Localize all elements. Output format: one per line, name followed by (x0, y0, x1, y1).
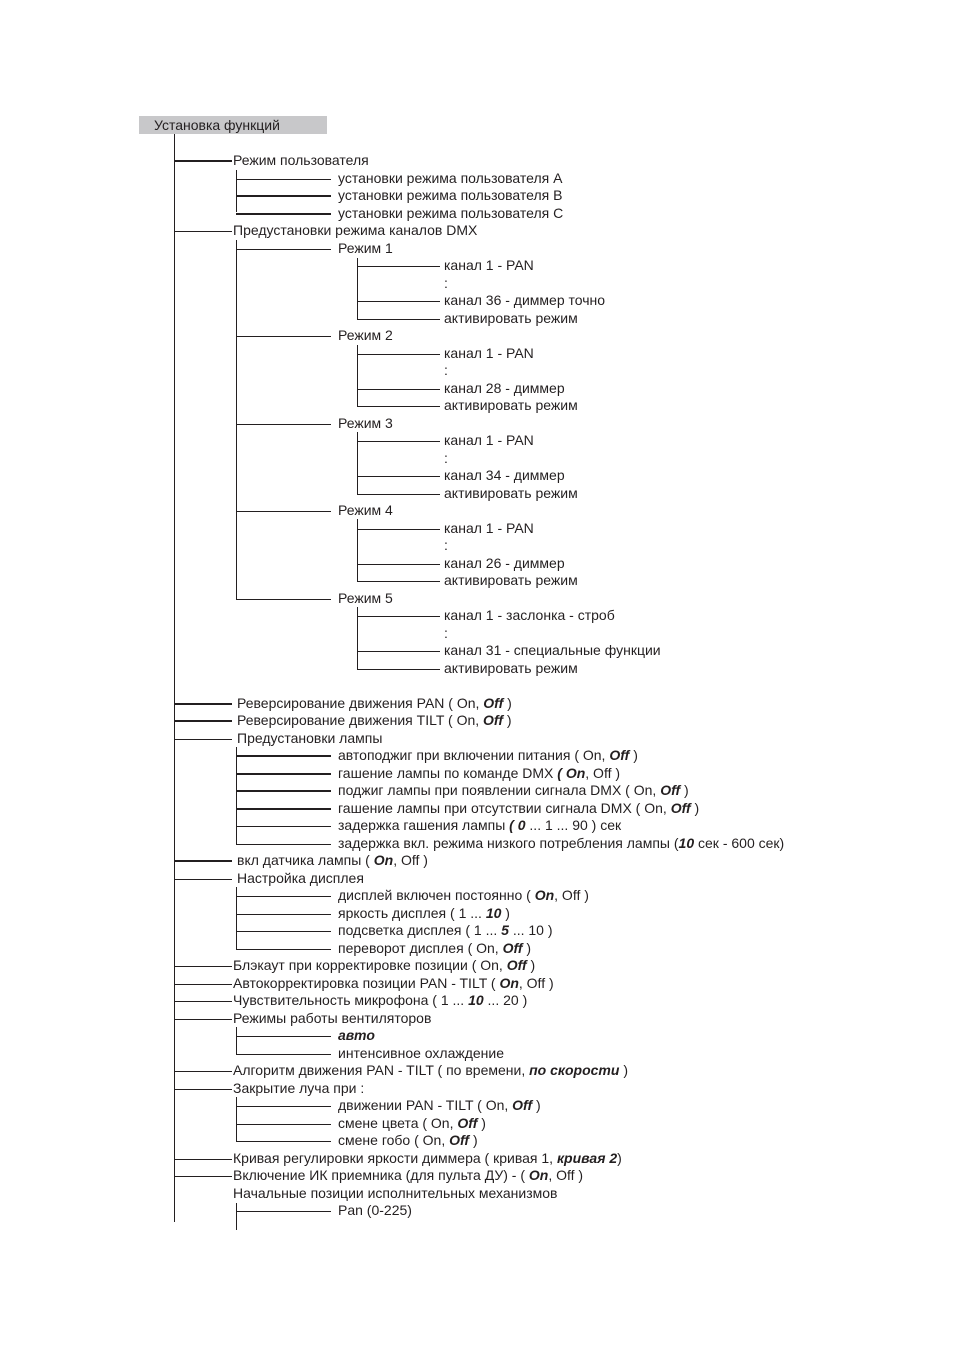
tree-connector-line (174, 160, 232, 162)
tree-connector-line (357, 669, 440, 670)
tree-node-level-3: канал 1 - PAN (444, 520, 534, 536)
tree-connector-line (357, 266, 440, 267)
tree-connector-line (236, 1141, 331, 1142)
tree-connector-line (174, 966, 232, 967)
tree-node-level-3: канал 28 - диммер (444, 380, 565, 396)
tree-node-level-1: Начальные позиции исполнительных механизмов (233, 1185, 558, 1201)
section-header: Установка функций (154, 117, 280, 133)
tree-connector-line (174, 1071, 232, 1072)
tree-node-level-3: активировать режим (444, 485, 578, 501)
tree-node-level-1: Блэкаут при корректировке позиции ( On, Off ) (233, 957, 536, 973)
tree-node-level-1: Режимы работы вентиляторов (233, 1010, 432, 1026)
tree-connector-line (236, 1124, 331, 1125)
tree-connector-line (236, 931, 331, 932)
tree-node-level-2: переворот дисплея ( On, Off ) (338, 940, 532, 956)
tree-node-level-2: задержка вкл. режима низкого потребления лампы (10 сек - 600 сек) (338, 835, 785, 851)
tree-node-level-1: Предустановки режима каналов DMX (233, 222, 478, 238)
tree-node-level-3: канал 1 - заслонка - строб (444, 607, 615, 623)
tree-connector-line (236, 826, 331, 827)
tree-branch-line (357, 258, 358, 319)
tree-node-level-2: автоподжиг при включении питания ( On, Off ) (338, 747, 638, 763)
tree-node-level-2: поджиг лампы при появлении сигнала DMX ( On, Off ) (338, 782, 689, 798)
tree-connector-line (174, 984, 232, 985)
tree-connector-line (357, 616, 440, 617)
tree-connector-line (357, 441, 440, 442)
tree-connector-line (174, 231, 232, 232)
tree-node-level-2: Pan (0-225) (338, 1202, 412, 1218)
tree-node-level-3: канал 1 - PAN (444, 345, 534, 361)
tree-branch-line (236, 170, 237, 212)
tree-node-level-1: Настройка дисплея (237, 870, 364, 886)
tree-connector-line (357, 319, 440, 320)
tree-node-level-3: канал 34 - диммер (444, 467, 565, 483)
tree-connector-line (357, 476, 440, 477)
tree-connector-line (236, 1036, 331, 1037)
tree-node-level-3: канал 1 - PAN (444, 432, 534, 448)
tree-connector-line (357, 389, 440, 390)
tree-connector-line (357, 406, 440, 407)
tree-node-level-3: активировать режим (444, 397, 578, 413)
tree-node-level-2: смене цвета ( On, Off ) (338, 1115, 486, 1131)
tree-node-level-3: : (444, 625, 448, 641)
tree-connector-line (357, 529, 440, 530)
tree-connector-line (174, 879, 232, 880)
tree-trunk-line (174, 134, 175, 1222)
tree-connector-line (236, 213, 331, 215)
tree-node-level-1: Реверсирование движения PAN ( On, Off ) (237, 695, 512, 711)
tree-connector-line (236, 808, 331, 810)
tree-node-level-1: Реверсирование движения TILT ( On, Off ) (237, 712, 512, 728)
tree-connector-line (357, 354, 440, 355)
tree-node-level-2: установки режима пользователя C (338, 205, 564, 221)
tree-connector-line (174, 739, 232, 740)
tree-connector-line (236, 755, 331, 757)
tree-node-level-2: авто (338, 1027, 375, 1043)
tree-node-level-3: канал 31 - специальные функции (444, 642, 661, 658)
tree-branch-line (236, 240, 237, 599)
tree-node-level-3: активировать режим (444, 572, 578, 588)
tree-node-level-2: движении PAN - TILT ( On, Off ) (338, 1097, 541, 1113)
tree-connector-line (174, 1001, 232, 1002)
tree-node-level-3: канал 1 - PAN (444, 257, 534, 273)
tree-node-level-1: Кривая регулировки яркости диммера ( кривая 1, кривая 2) (233, 1150, 622, 1166)
tree-connector-line (236, 790, 331, 792)
tree-node-level-1: Алгоритм движения PAN - TILT ( по времени, по скорости ) (233, 1062, 628, 1078)
tree-connector-line (174, 720, 232, 722)
tree-connector-line (357, 651, 440, 652)
tree-node-level-2: яркость дисплея ( 1 ... 10 ) (338, 905, 510, 921)
tree-connector-line (174, 1019, 232, 1020)
tree-node-level-1: Включение ИК приемника (для пульта ДУ) - ( On, Off ) (233, 1167, 584, 1183)
tree-connector-line (174, 860, 232, 862)
tree-connector-line (357, 301, 440, 302)
tree-node-level-2: интенсивное охлаждение (338, 1045, 505, 1061)
tree-branch-line (236, 1097, 237, 1141)
tree-node-level-2: установки режима пользователя B (338, 187, 563, 203)
tree-connector-line (174, 1159, 232, 1160)
tree-connector-line (236, 195, 331, 197)
tree-connector-line (236, 1054, 331, 1055)
tree-node-level-2: установки режима пользователя A (338, 170, 563, 186)
tree-node-level-2: подсветка дисплея ( 1 ... 5 ... 10 ) (338, 922, 553, 938)
tree-node-level-2: Режим 3 (338, 415, 393, 431)
tree-connector-line (236, 1211, 331, 1212)
tree-node-level-1: вкл датчика лампы ( On, Off ) (237, 852, 428, 868)
tree-node-level-3: : (444, 275, 448, 291)
tree-connector-line (236, 773, 331, 775)
tree-branch-line (236, 1027, 237, 1054)
tree-node-level-1: Закрытие луча при : (233, 1080, 365, 1096)
tree-node-level-3: : (444, 362, 448, 378)
tree-connector-line (236, 896, 331, 897)
tree-connector-line (236, 249, 331, 250)
tree-node-level-2: смене гобо ( On, Off ) (338, 1132, 478, 1148)
tree-node-level-2: дисплей включен постоянно ( On, Off ) (338, 887, 589, 903)
tree-connector-line (236, 844, 331, 845)
tree-branch-line (236, 1203, 237, 1230)
tree-connector-line (357, 581, 440, 582)
tree-connector-line (236, 599, 331, 600)
tree-node-level-2: задержка гашения лампы ( 0 ... 1 ... 90 ) сек (338, 817, 622, 833)
tree-node-level-2: Режим 4 (338, 502, 393, 518)
tree-node-level-1: Автокорректировка позиции PAN - TILT ( On, Off ) (233, 975, 554, 991)
tree-node-level-1: Режим пользователя (233, 152, 369, 168)
tree-node-level-3: : (444, 537, 448, 553)
tree-connector-line (236, 949, 331, 950)
tree-connector-line (357, 564, 440, 565)
tree-connector-line (236, 1106, 331, 1107)
tree-node-level-3: : (444, 450, 448, 466)
tree-node-level-3: канал 26 - диммер (444, 555, 565, 571)
tree-connector-line (236, 914, 331, 915)
tree-connector-line (357, 494, 440, 495)
tree-node-level-1: Предустановки лампы (237, 730, 383, 746)
tree-connector-line (236, 336, 331, 337)
tree-node-level-3: активировать режим (444, 660, 578, 676)
tree-connector-line (236, 511, 331, 512)
tree-connector-line (236, 179, 331, 180)
tree-connector-line (174, 1089, 232, 1090)
tree-connector-line (174, 703, 232, 705)
tree-node-level-2: гашение лампы по команде DMX ( On, Off ) (338, 765, 621, 781)
tree-node-level-2: гашение лампы при отсутствии сигнала DMX ( On, Off ) (338, 800, 700, 816)
tree-branch-line (236, 747, 237, 844)
tree-node-level-3: активировать режим (444, 310, 578, 326)
tree-connector-line (174, 1176, 232, 1177)
tree-node-level-1: Чувствительность микрофона ( 1 ... 10 ... 20 ) (233, 992, 528, 1008)
tree-connector-line (236, 424, 331, 425)
tree-node-level-2: Режим 2 (338, 327, 393, 343)
tree-node-level-2: Режим 1 (338, 240, 393, 256)
tree-node-level-3: канал 36 - диммер точно (444, 292, 606, 308)
tree-node-level-2: Режим 5 (338, 590, 393, 606)
